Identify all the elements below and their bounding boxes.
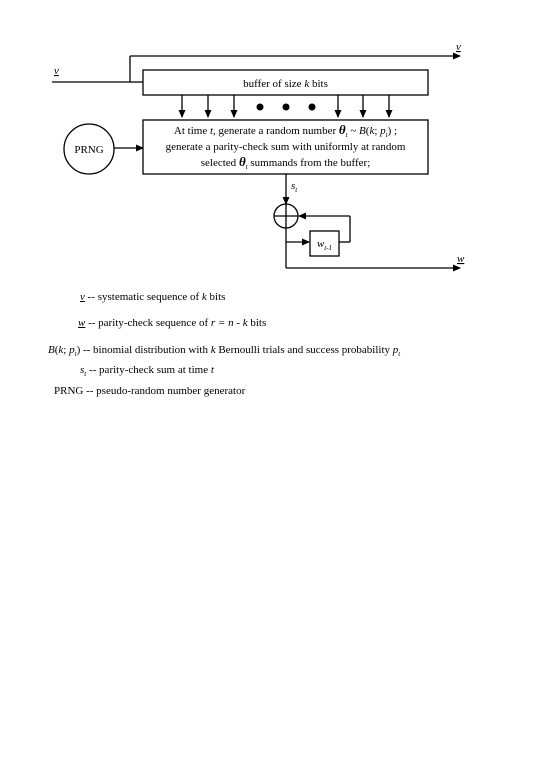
ellipsis-dot (283, 104, 290, 111)
legend-binomial: B(k; $p_t$) -- binomial distribution with k Bernoulli trials and success probability $p_t$ (48, 344, 401, 359)
st-label: $s_t$ (291, 180, 298, 194)
output-v-label: v (456, 41, 461, 53)
generator-line-2: generate a parity-check sum with uniformly at random (165, 141, 406, 153)
buffer-tap-arrows (182, 95, 389, 117)
delay-label: $w_{t-1}$ (316, 238, 333, 252)
ellipsis-dot (309, 104, 316, 111)
generator-line-1: At time t, generate a random number $\theta_t$ ~ B(k; $p_t$) ; (173, 122, 398, 139)
generator-line-3: selected $\theta_t$ summands from the buffer; (200, 154, 371, 171)
prng-label: PRNG (74, 144, 104, 156)
legend-st: $s_t$ -- parity-check sum at time t (80, 364, 214, 379)
input-v-label: v (54, 65, 59, 77)
ellipsis-dot (257, 104, 264, 111)
xor-adder (274, 204, 298, 228)
output-w-label: w (457, 253, 465, 265)
legend-v: v -- systematic sequence of k bits (80, 291, 226, 303)
legend-prng: PRNG -- pseudo-random number generator (54, 385, 246, 397)
buffer-label: buffer of size k bits (243, 78, 328, 90)
legend-w: w -- parity-check sequence of r = n - k bits (78, 317, 267, 329)
